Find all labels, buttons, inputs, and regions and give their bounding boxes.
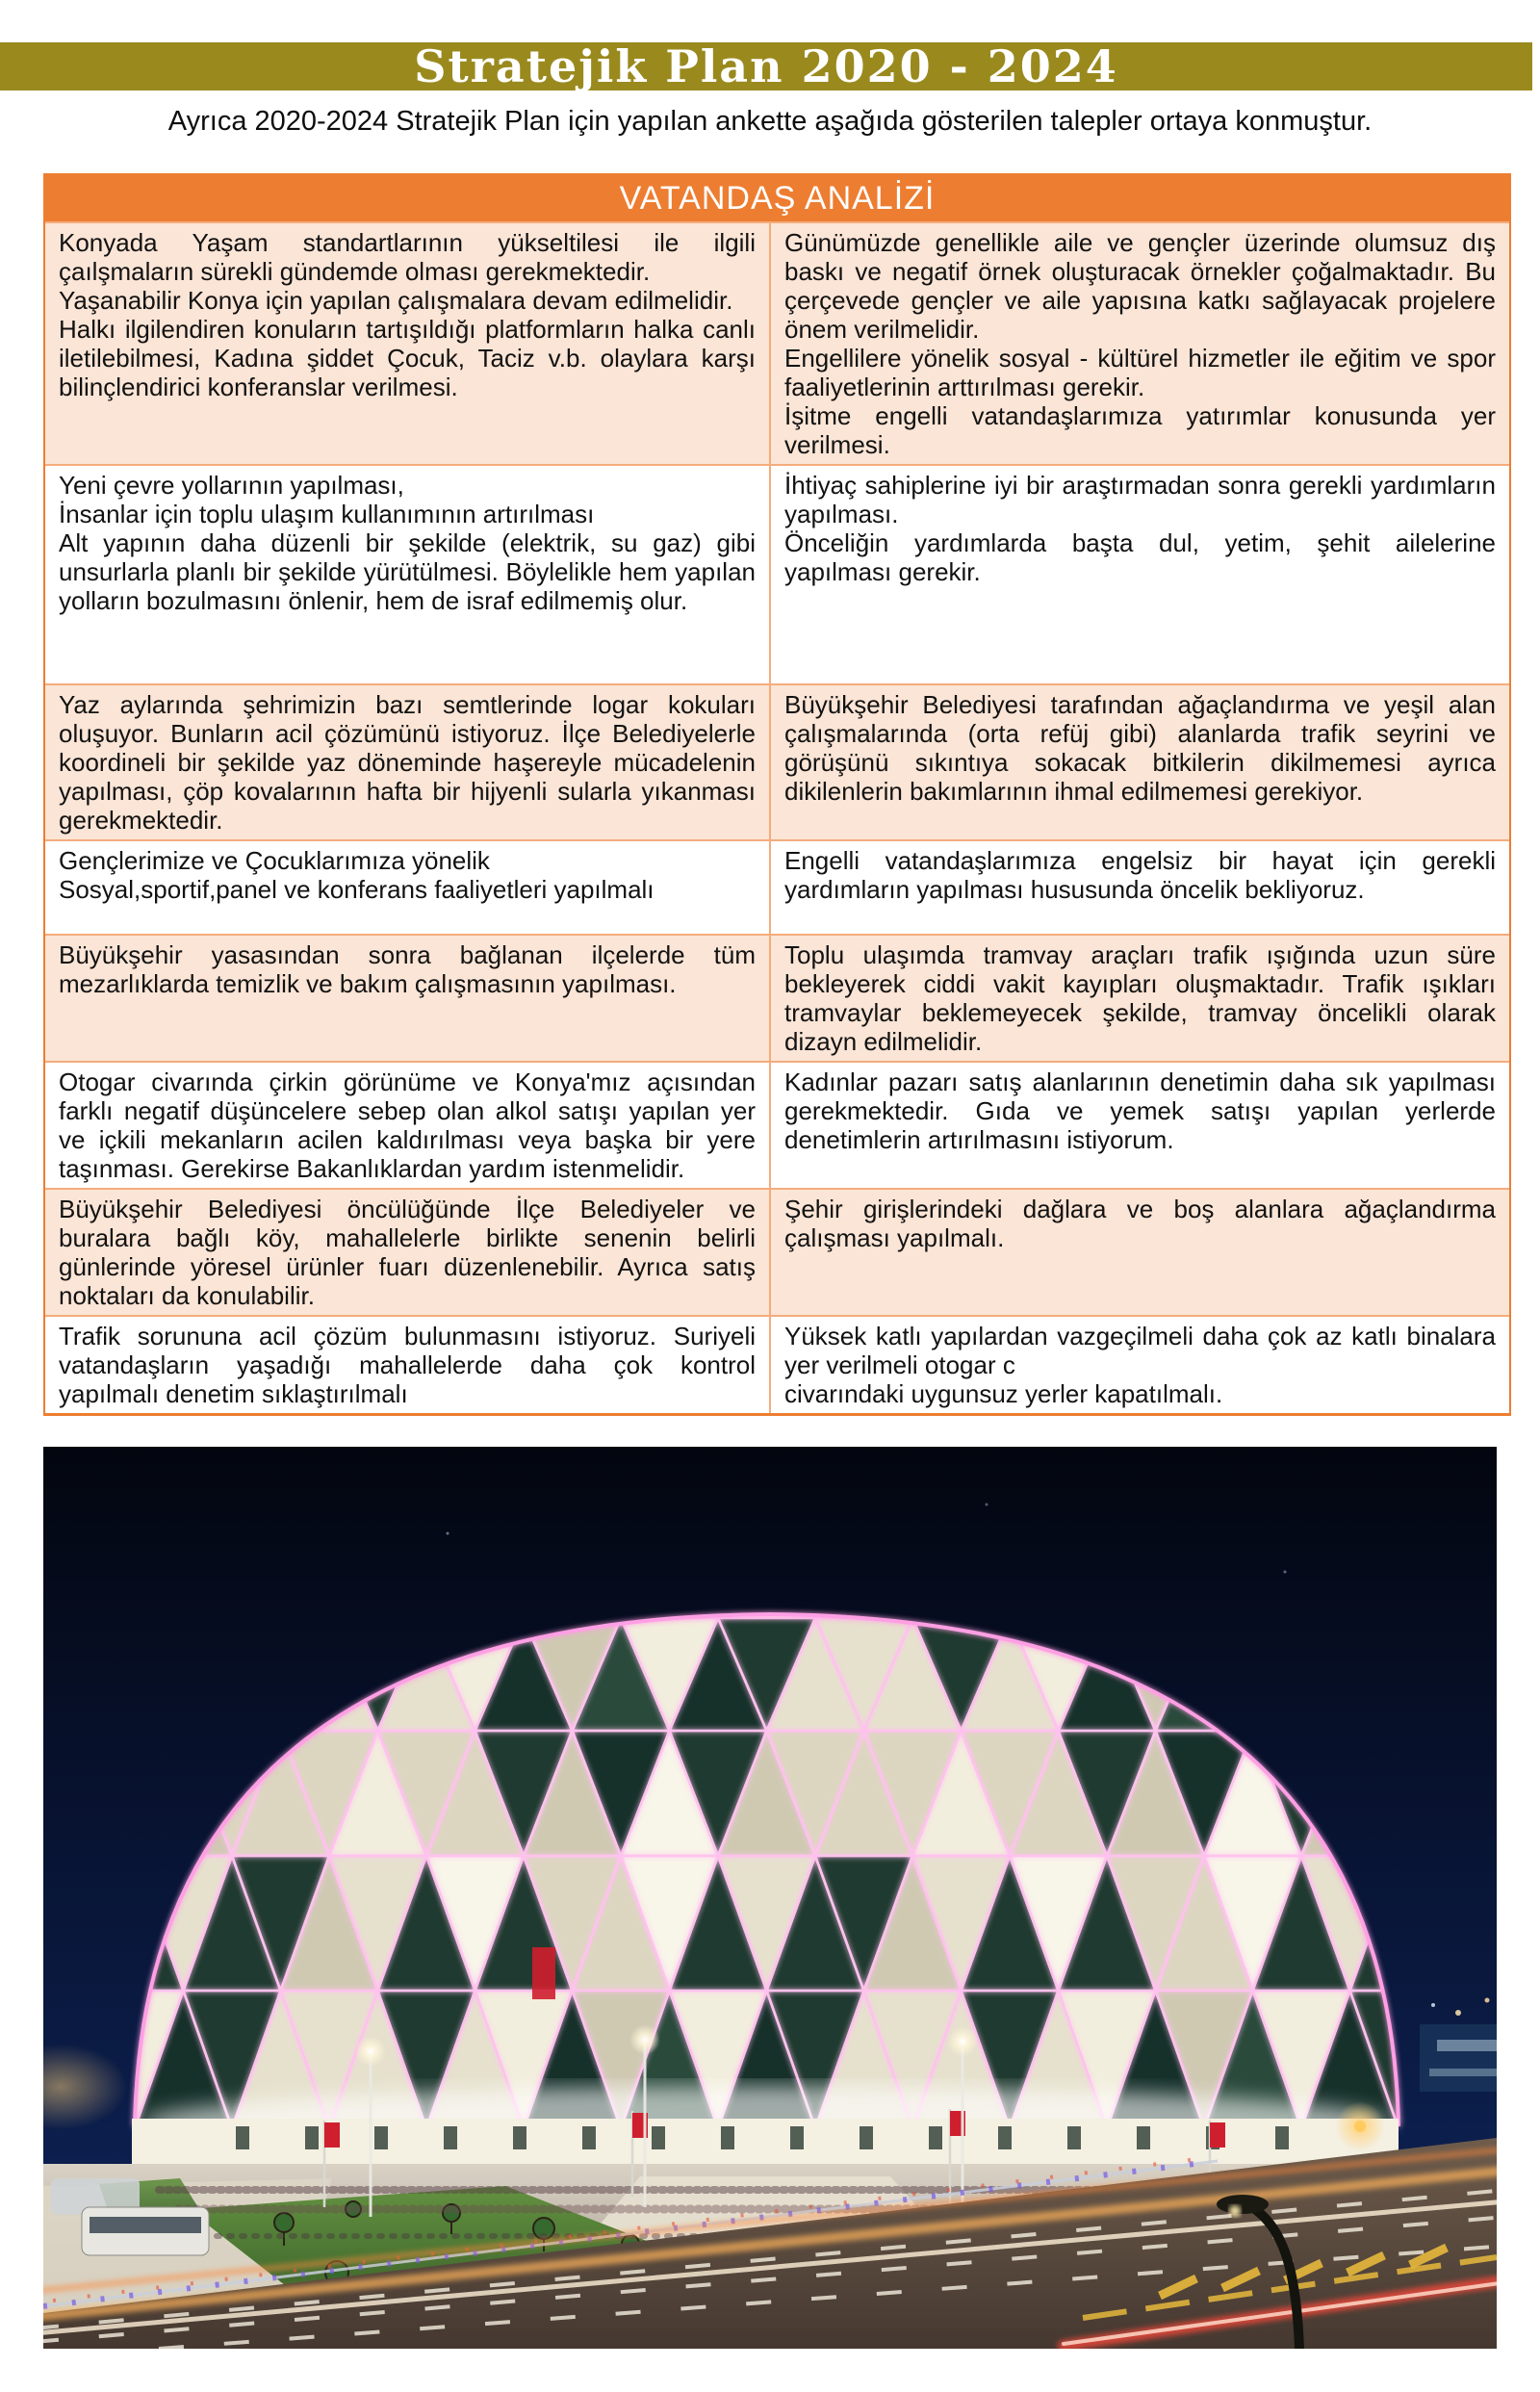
page-subtitle: Ayrıca 2020-2024 Stratejik Plan için yapılan ankette aşağıda gösterilen talepler ortaya konmuştur. — [167, 106, 1373, 137]
analysis-cell-right: Şehir girişlerindeki dağlara ve boş alanlara ağaçlandırma çalışması yapılmalı. — [769, 1190, 1509, 1315]
table-row — [45, 1315, 1509, 1413]
analysis-cell-left: Gençlerimize ve Çocuklarımıza yönelik Sosyal,sportif,panel ve konferans faaliyetleri yapılmalı — [59, 846, 654, 904]
citizen-analysis-table — [43, 173, 1511, 1416]
analysis-cell-left: Yeni çevre yollarının yapılması, İnsanlar için toplu ulaşım kullanımının artırılması Alt yapının daha düzenli bir şekilde (elektrik, su gaz) gibi unsurlarla planlı bir şekilde yürütülmesi. Böylelikle hem yapılan yolların bozulmasını önlenir, hem de israf edilmemiş olur. — [59, 471, 756, 615]
analysis-cell-right: Günümüzde genellikle aile ve gençler üzerinde olumsuz dış baskı ve negatif örnek oluşturacak örnekler çoğalmaktadır. Bu çerçevede gençler ve aile yapısına katkı sağlayacak projelere önem verilmelidir. Engellilere yönelik sosyal - kültürel hizmetler ile eğitim ve spor faaliyetlerinin arttırılması gerekir. İşitme engelli vatandaşlarımıza yatırımlar konusunda yer verilmesi. — [769, 223, 1509, 464]
table-row — [45, 683, 1509, 839]
analysis-cell-left: Otogar civarında çirkin görünüme ve Konya'mız açısından farklı negatif düşüncelere sebep olan alkol satışı yapılan yer ve içkili mekanların acilen kaldırılması veya başka bir yere taşınması. Gerekirse Bakanlıklardan yardım istenmelidir. — [59, 1067, 756, 1183]
table-row — [45, 1188, 1509, 1315]
analysis-cell-left: Konyada Yaşam standartlarının yükseltilesi ile ilgili çaılşmaların sürekli gündemde olması gerekmektedir. Yaşanabilir Konya için yapılan çalışmalara devam edilmelidir. Halkı ilgilendiren konuların tartışıldığı platformların halka canlı iletilebilmesi, Kadına şiddet Çocuk, Taciz v.b. olaylara karşı bilinçlendirici konferanslar verilmesi. — [59, 228, 756, 401]
table-row — [45, 839, 1509, 934]
table-header: VATANDAŞ ANALİZİ — [45, 175, 1509, 221]
analysis-cell-left: Trafik sorununa acil çözüm bulunmasını istiyoruz. Suriyeli vatandaşların yaşadığı mahallelerde daha çok kontrol yapılmalı denetim sıklaştırılmalı — [59, 1322, 756, 1408]
analysis-cell-right: Kadınlar pazarı satış alanlarının denetimin daha sık yapılması gerekmektedir. Gıda ve yemek satışı yapılan yerlerde denetimlerin artırılmasını istiyorum. — [769, 1063, 1509, 1188]
title-bar — [0, 42, 1532, 90]
stadium-photo — [43, 1447, 1497, 2349]
table-row — [45, 464, 1509, 683]
analysis-cell-left: Büyükşehir Belediyesi öncülüğünde İlçe Belediyeler ve buralara bağlı köy, mahallelerle birlikte senenin belirli günlerinde yöresel ürünler fuarı düzenlenebilir. Ayrıca satış noktaları da konulabilir. — [59, 1195, 756, 1310]
analysis-cell-right: Yüksek katlı yapılardan vazgeçilmeli daha çok az katlı binalara yer verilmeli otogar c civarındaki uygunsuz yerler kapatılmalı. — [769, 1317, 1509, 1413]
table-row — [45, 1061, 1509, 1188]
analysis-cell-left: Yaz aylarında şehrimizin bazı semtlerinde logar kokuları oluşuyor. Bunların acil çözümünü istiyoruz. İlçe Belediyelerle koordineli bir şekilde yaz döneminde haşereyle mücadelenin yapılması, çöp kovalarının hafta bir hijyenli sularla yıkanması gerekmektedir. — [59, 690, 756, 835]
table-row — [45, 221, 1509, 464]
analysis-cell-left: Büyükşehir yasasından sonra bağlanan ilçelerde tüm mezarlıklarda temizlik ve bakım çalışmasının yapılması. — [59, 940, 756, 998]
analysis-cell-right: Toplu ulaşımda tramvay araçları trafik ışığında uzun süre bekleyerek ciddi vakit kayıpları oluşmaktadır. Trafik ışıkları tramvaylar beklemeyecek şekilde, tramvay öncelikli olarak dizayn edilmelidir. — [769, 936, 1509, 1061]
page-title: Stratejik Plan 2020 - 2024 — [414, 40, 1118, 92]
analysis-cell-right: Büyükşehir Belediyesi tarafından ağaçlandırma ve yeşil alan çalışmalarında (orta refüj gibi) alanlarda trafik seyrini ve görüşünü sıkıntıya sokacak bitkilerin dikilmemesi ayrıca dikilenlerin bakımlarının ihmal edilmemesi gerekiyor. — [769, 685, 1509, 839]
analysis-cell-right: Engelli vatandaşlarımıza engelsiz bir hayat için gerekli yardımların yapılması hususunda öncelik bekliyoruz. — [769, 841, 1509, 934]
analysis-cell-right: İhtiyaç sahiplerine iyi bir araştırmadan sonra gerekli yardımların yapılması. Önceliğin yardımlarda başta dul, yetim, şehit ailelerine yapılması gerekir. — [769, 466, 1509, 683]
table-row — [45, 934, 1509, 1061]
